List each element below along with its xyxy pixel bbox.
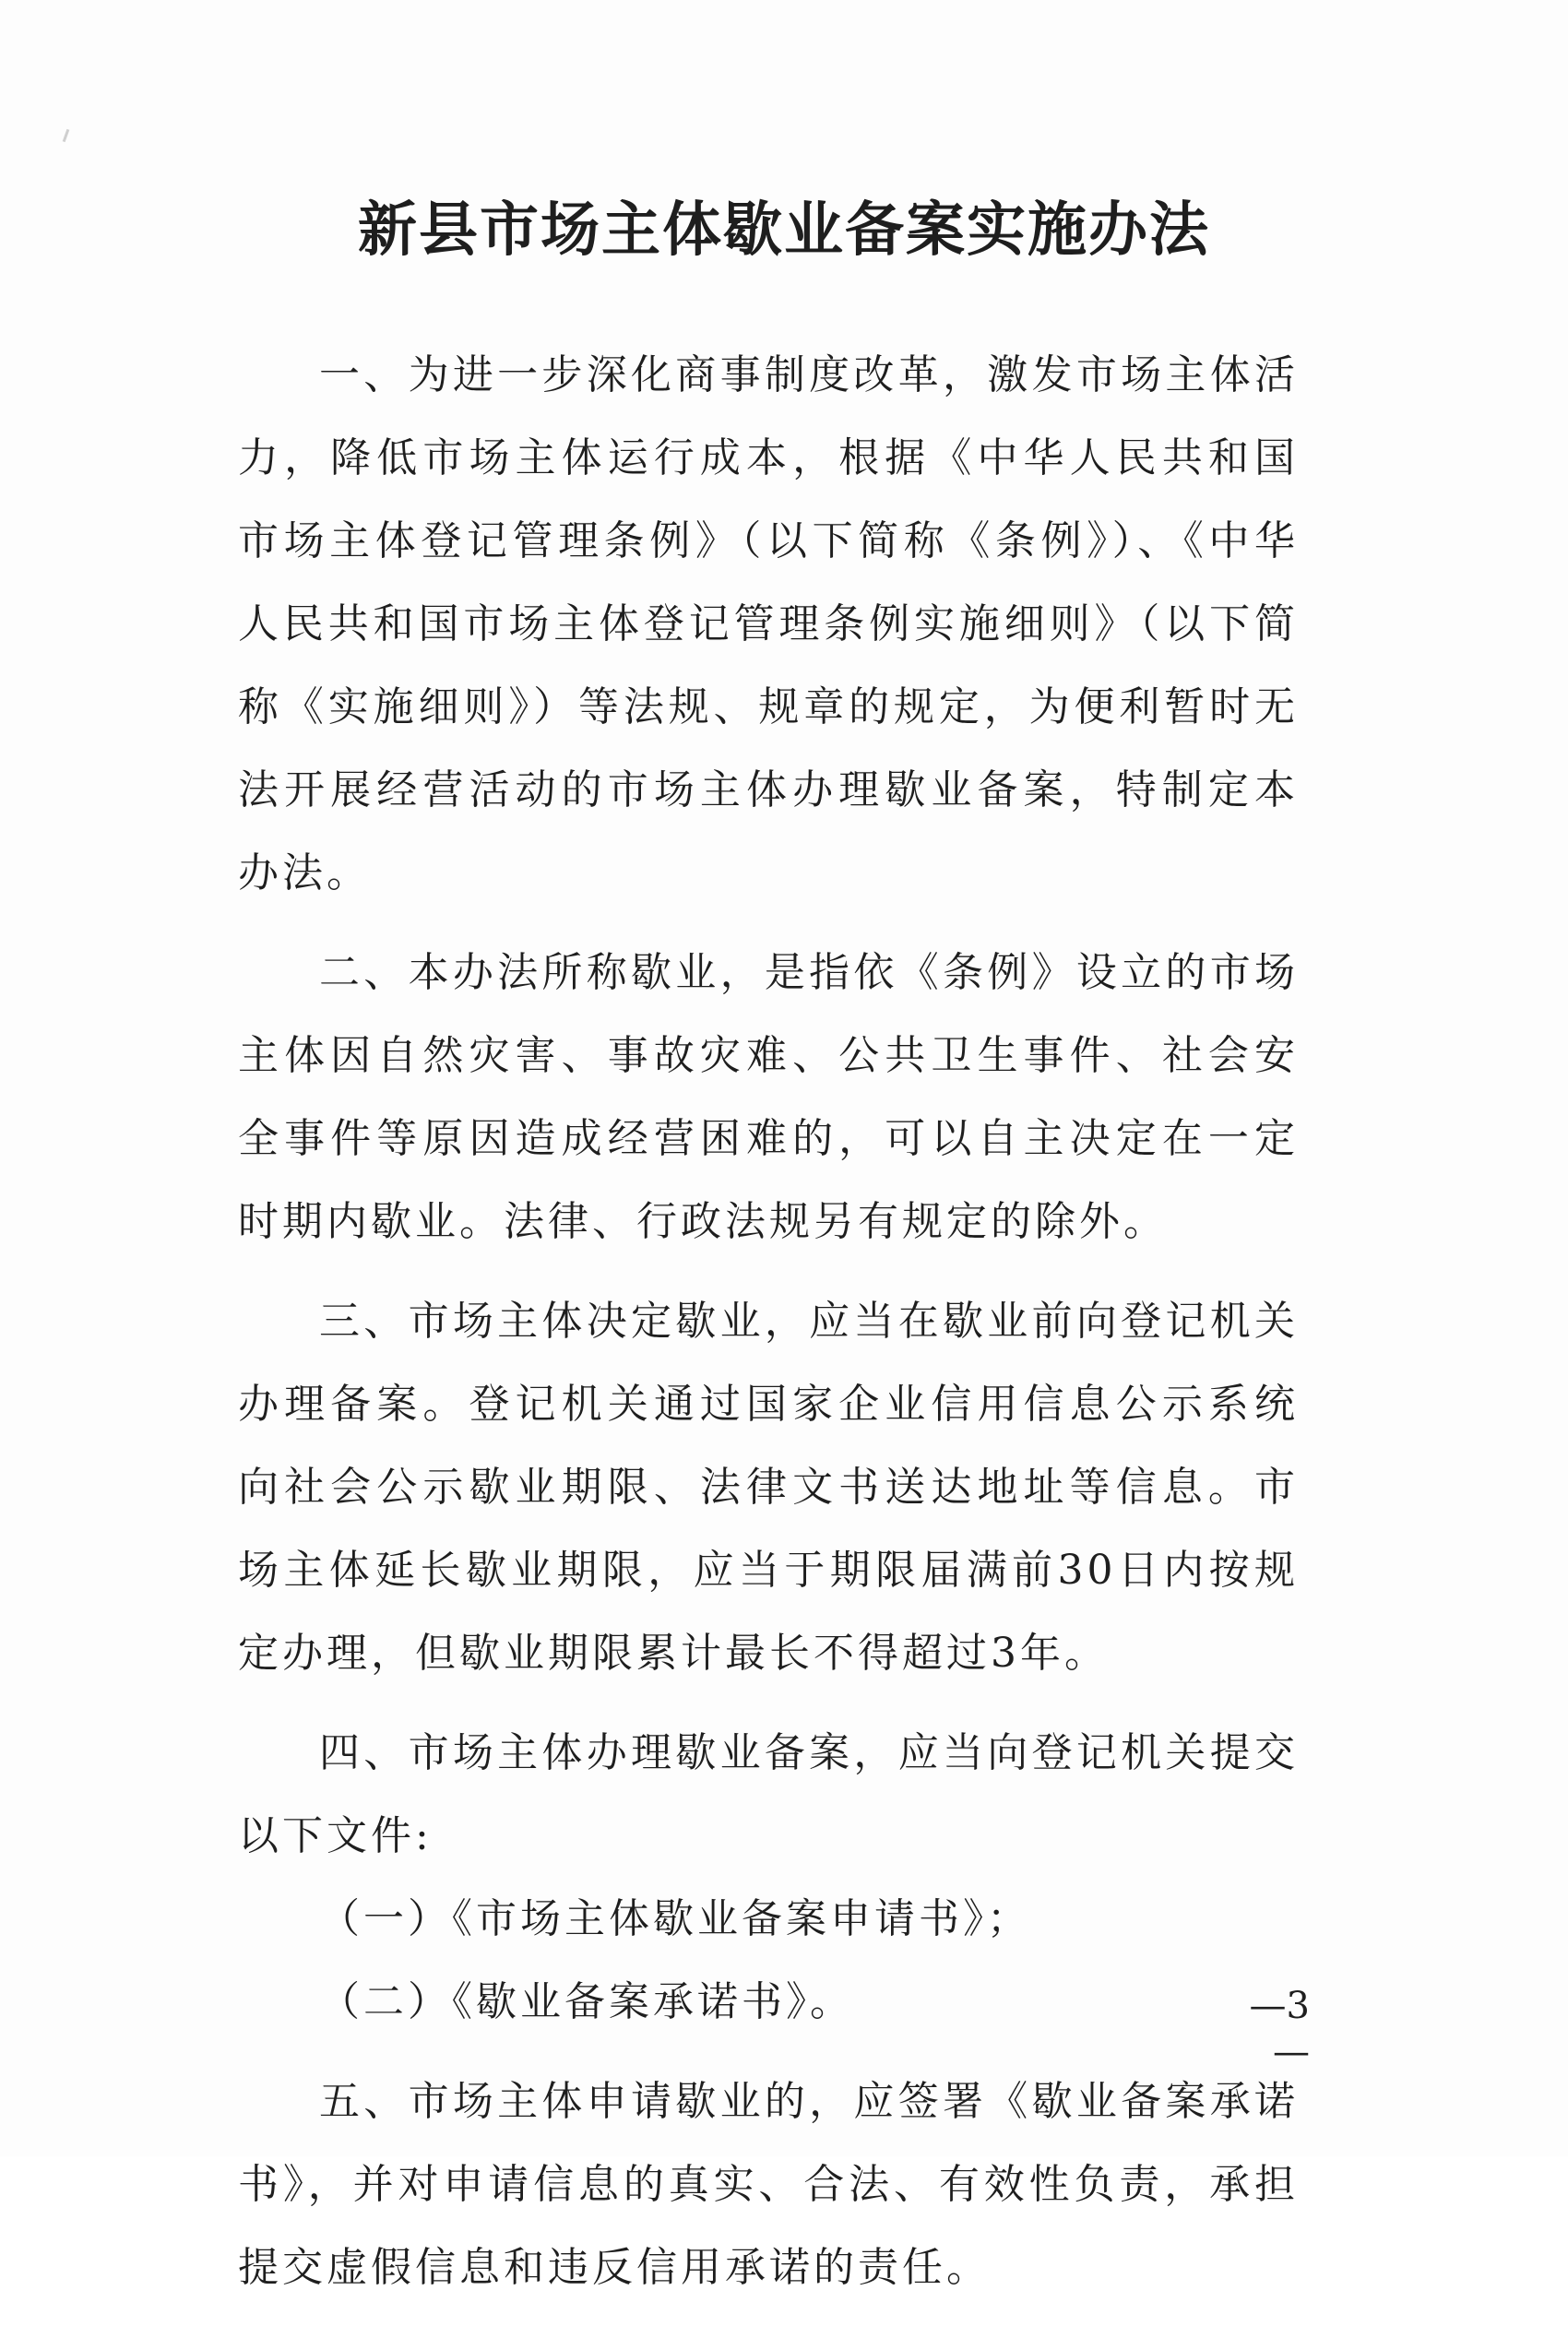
required-documents-list [238, 1878, 1299, 2044]
document-body [238, 334, 1299, 2326]
paragraph-5: 五、市场主体申请歇业的，应签署《歇业备案承诺书》，并对申请信息的真实、合法、有效性负责，承担提交虚假信息和违反信用承诺的责任。 [238, 2078, 1299, 2291]
paragraph-1: 一、为进一步深化商事制度改革，激发市场主体活力，降低市场主体运行成本，根据《中华人民共和国市场主体登记管理条例》（以下简称《条例》）、《中华人民共和国市场主体登记管理条例实施细则》（以下简称《实施细则》）等法规、规章的规定，为便利暂时无法开展经营活动的市场主体办理歇业备案，特制定本办法。 [238, 351, 1299, 896]
paragraph-4: 四、市场主体办理歇业备案，应当向登记机关提交以下文件: [238, 1729, 1299, 1859]
list-item: （二）《歇业备案承诺书》。 [319, 1978, 854, 2025]
document-title: 新县市场主体歇业备案实施办法 [358, 196, 1210, 265]
scan-artifact [63, 129, 70, 142]
page-number: —3— [1249, 1985, 1310, 2073]
paragraph-2: 二、本办法所称歇业，是指依《条例》设立的市场主体因自然灾害、事故灾难、公共卫生事件、社会安全事件等原因造成经营困难的，可以自主决定在一定时期内歇业。法律、行政法规另有规定的除外。 [238, 949, 1299, 1245]
list-item: （一）《市场主体歇业备案申请书》； [319, 1895, 1031, 1942]
paragraph-3: 三、市场主体决定歇业，应当在歇业前向登记机关办理备案。登记机关通过国家企业信用信息公示系统向社会公示歇业期限、法律文书送达地址等信息。市场主体延长歇业期限，应当于期限届满前30日内按规定办理，但歇业期限累计最长不得超过3年。 [238, 1298, 1299, 1677]
